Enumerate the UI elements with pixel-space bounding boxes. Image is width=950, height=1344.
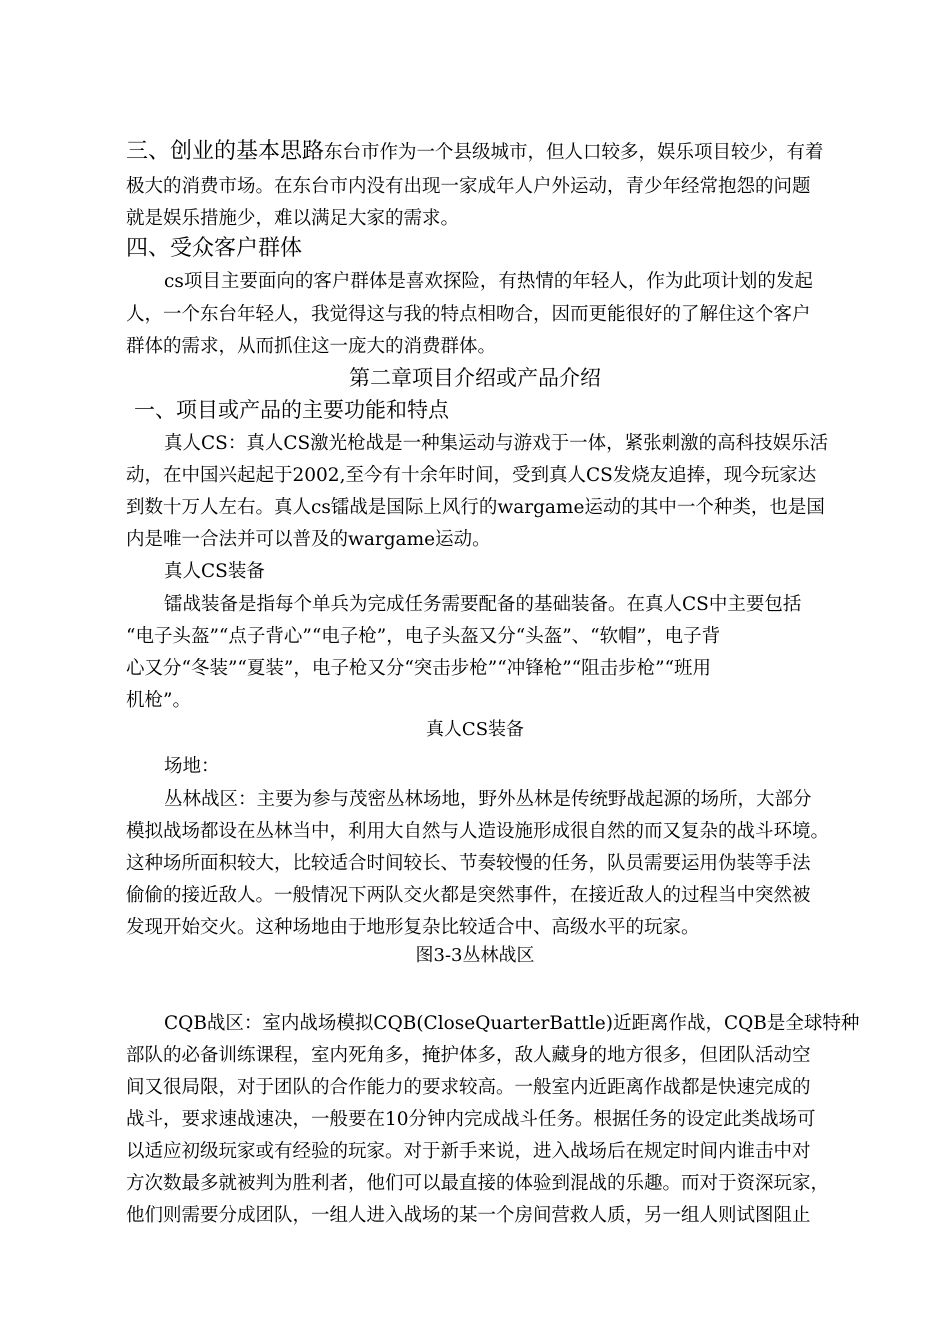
intro-line-4: 内是唯一合法并可以普及的wargame运动。	[126, 529, 491, 550]
section4-heading: 四、受众客户群体	[126, 236, 303, 261]
cqb-line-3: 间又很局限，对于团队的合作能力的要求较高。一般室内近距离作战都是快速完成的	[126, 1077, 811, 1098]
intro-line-1: 真人CS：真人CS激光枪战是一种集运动与游戏于一体，紧张刺激的高科技娱乐活	[164, 433, 829, 454]
equipment-line-3: 心又分“冬装”“夏装”，电子枪又分“突击步枪”“冲锋枪”“阻击步枪”“班用	[126, 658, 712, 679]
equipment-title: 真人CS装备	[164, 561, 265, 582]
equipment-line-2: “电子头盔”“点子背心”“电子枪”，电子头盔又分“头盔”、“软帽”，电子背	[126, 626, 721, 647]
jungle-line-3: 这种场所面积较大，比较适合时间较长、节奏较慢的任务，队员需要运用伪装等手法	[126, 853, 811, 874]
cqb-line-4: 战斗，要求速战速决，一般要在10分钟内完成战斗任务。根据任务的设定此类战场可	[126, 1109, 816, 1130]
section4-line-3: 群体的需求，从而抓住这一庞大的消费群体。	[126, 336, 497, 357]
jungle-line-4: 偷偷的接近敌人。一般情况下两队交火都是突然事件，在接近敌人的过程当中突然被	[126, 885, 811, 906]
jungle-line-5: 发现开始交火。这种场地由于地形复杂比较适合中、高级水平的玩家。	[126, 917, 700, 938]
cqb-line-7: 他们则需要分成团队，一组人进入战场的某一个房间营救人质，另一组人则试图阻止	[126, 1205, 811, 1226]
cqb-line-6: 方次数最多就被判为胜利者，他们可以最直接的体验到混战的乐趣。而对于资深玩家，	[126, 1173, 830, 1194]
chapter-title: 第二章项目介绍或产品介绍	[349, 366, 601, 390]
subsection-heading: 一、项目或产品的主要功能和特点	[134, 398, 449, 422]
section3-line-3: 就是娱乐措施少，难以满足大家的需求。	[126, 208, 460, 229]
section3-line-2: 极大的消费市场。在东台市内没有出现一家成年人户外运动，青少年经常抱怨的问题	[126, 176, 811, 197]
intro-line-3: 到数十万人左右。真人cs镭战是国际上风行的wargame运动的其中一个种类，也是国	[126, 497, 825, 518]
cqb-line-1: CQB战区：室内战场模拟CQB(CloseQuarterBattle)近距离作战，CQB是全球特种	[164, 1013, 860, 1034]
jungle-line-2: 模拟战场都设在丛林当中，利用大自然与人造设施形成很自然的而又复杂的战斗环境。	[126, 821, 830, 842]
section3-text: 东台市作为一个县级城市，但人口较多，娱乐项目较少，有着	[324, 142, 824, 163]
cqb-line-2: 部队的必备训练课程，室内死角多，掩护体多，敌人藏身的地方很多，但团队活动空	[126, 1045, 811, 1066]
section4-line-1: cs项目主要面向的客户群体是喜欢探险，有热情的年轻人，作为此项计划的发起	[164, 271, 813, 292]
equipment-line-1: 镭战装备是指每个单兵为完成任务需要配备的基础装备。在真人CS中主要包括	[164, 594, 802, 615]
cqb-line-5: 以适应初级玩家或有经验的玩家。对于新手来说，进入战场后在规定时间内谁击中对	[126, 1141, 811, 1162]
section3-line-1	[126, 140, 824, 165]
intro-line-2: 动，在中国兴起起于2002,至今有十余年时间，受到真人CS发烧友追捧，现今玩家达	[126, 465, 817, 486]
section3-heading: 三、创业的基本思路	[126, 139, 325, 164]
section4-line-2: 人，一个东台年轻人，我觉得这与我的特点相吻合，因而更能很好的了解住这个客户	[126, 304, 811, 325]
jungle-caption: 图3-3丛林战区	[415, 945, 535, 966]
equipment-line-4: 机枪”。	[126, 690, 191, 711]
venue-label: 场地：	[164, 756, 220, 777]
jungle-line-1: 丛林战区：主要为参与茂密丛林场地，野外丛林是传统野战起源的场所，大部分	[164, 789, 812, 810]
equipment-caption: 真人CS装备	[425, 719, 525, 740]
